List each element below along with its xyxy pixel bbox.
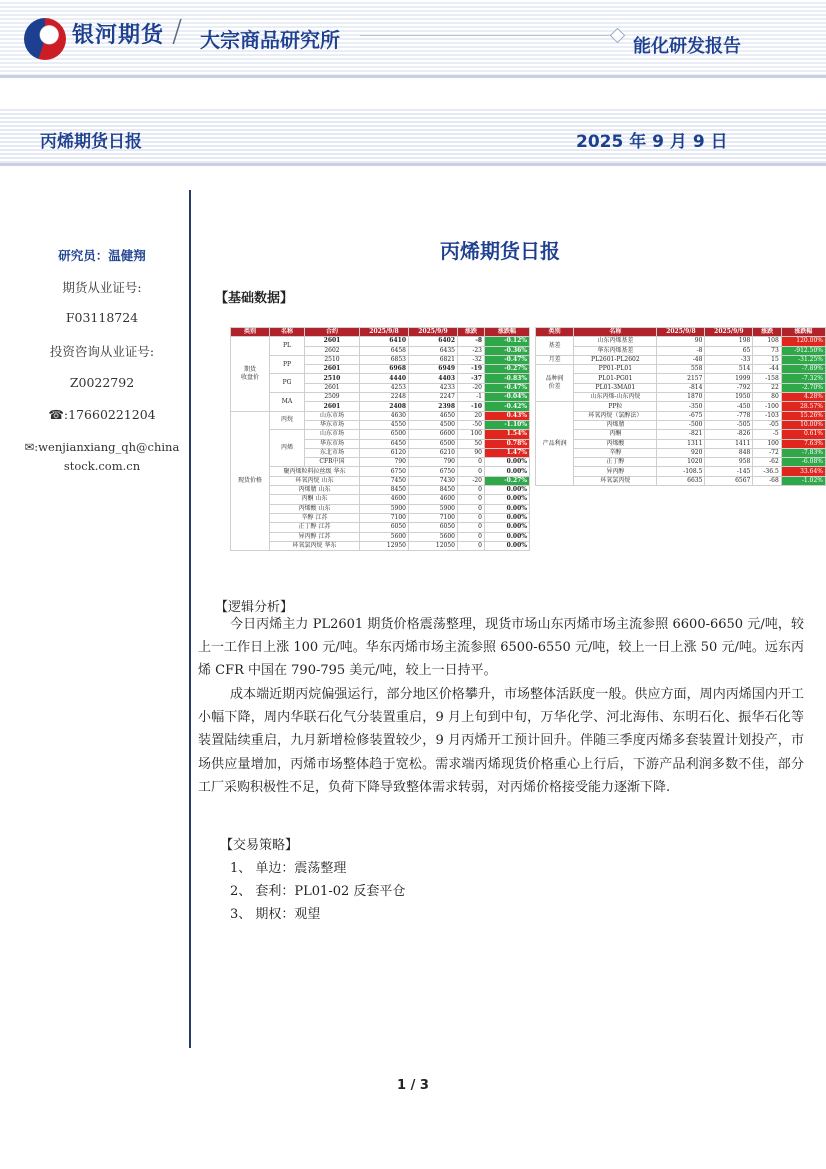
table-row (536, 383, 826, 392)
value-cell: -792 (705, 383, 753, 392)
change-cell: -158 (753, 374, 781, 383)
value-cell: 12050 (409, 541, 458, 550)
change-cell: 20 (458, 411, 485, 420)
left-data-table (230, 327, 530, 551)
spread-name-cell: PL01-3MA01 (574, 383, 657, 392)
table-row (536, 346, 826, 355)
strategy-item-2: 2、 套利：PL01-02 反套平仓 (230, 884, 406, 899)
pct-change-cell: 0.00% (485, 523, 530, 532)
change-cell: 80 (753, 393, 781, 402)
pct-change-cell: 0.43% (485, 411, 530, 420)
table-row (231, 374, 530, 383)
change-cell: -05 (753, 420, 781, 429)
value-cell: 6750 (409, 467, 458, 476)
pct-change-cell: -1.02% (781, 476, 825, 485)
product-name-cell: 异丙醇 江苏 (270, 532, 360, 541)
table-header-cell: 合约 (305, 328, 360, 337)
value-cell: 5900 (360, 504, 409, 513)
spread-name-cell: 华东丙烯基差 (574, 346, 657, 355)
change-cell: 0 (458, 467, 485, 476)
table-row (231, 393, 530, 402)
pct-change-cell: -0.47% (485, 383, 530, 392)
value-cell: 8450 (409, 486, 458, 495)
email-line1[interactable]: ✉:wenjianxiang_qh@china (24, 440, 180, 454)
table-row (536, 337, 826, 346)
pct-change-cell: -7.32% (781, 374, 825, 383)
product-name-cell: 丙烯 (270, 430, 305, 467)
change-cell: 0 (458, 458, 485, 467)
value-cell: 6821 (409, 355, 458, 364)
value-cell: 790 (409, 458, 458, 467)
table-row (536, 430, 826, 439)
table-row (536, 411, 826, 420)
value-cell: 1950 (705, 393, 753, 402)
divider-slash: / (172, 14, 183, 49)
table-row (231, 337, 530, 346)
spread-name-cell: PP粒 (574, 402, 657, 411)
pct-change-cell: 4.28% (781, 393, 825, 402)
pct-change-cell: -0.42% (485, 402, 530, 411)
contract-cell: 2510 (305, 355, 360, 364)
value-cell: 7100 (360, 513, 409, 522)
pct-change-cell: 0.00% (485, 504, 530, 513)
spread-name-cell: PP01-PL01 (574, 365, 657, 374)
product-name-cell: 环氧丙烷 山东 (270, 476, 360, 485)
report-type: 能化研发报告 (633, 36, 741, 57)
section-logic: 【逻辑分析】 (215, 600, 294, 615)
value-cell: 6500 (409, 439, 458, 448)
value-cell: 514 (705, 365, 753, 374)
value-cell: 5600 (360, 532, 409, 541)
product-name-cell: 辛醇 江苏 (270, 513, 360, 522)
pct-change-cell: -912.50% (781, 346, 825, 355)
value-cell: 6635 (657, 476, 705, 485)
value-cell: 2408 (360, 402, 409, 411)
value-cell: -778 (705, 411, 753, 420)
table-row (231, 430, 530, 439)
value-cell: -8 (657, 346, 705, 355)
value-cell: 5600 (409, 532, 458, 541)
value-cell: 6210 (409, 448, 458, 457)
email-line2[interactable]: stock.com.cn (63, 459, 141, 473)
table-row (231, 411, 530, 420)
pct-change-cell: -7.89% (781, 365, 825, 374)
table-header-cell: 2025/9/8 (360, 328, 409, 337)
value-cell: -505 (705, 420, 753, 429)
pct-change-cell: -0.27% (485, 476, 530, 485)
spread-name-cell: 丙酮 (574, 430, 657, 439)
table-row (231, 486, 530, 495)
category-cell: 期货 收盘价 (231, 337, 270, 411)
value-cell: 4550 (360, 420, 409, 429)
value-cell: 90 (657, 337, 705, 346)
value-cell: 7450 (360, 476, 409, 485)
report-date: 2025 年 9 月 9 日 (576, 132, 728, 152)
value-cell: -814 (657, 383, 705, 392)
left-data-table-wrap (230, 327, 530, 551)
contract-cell: 华东市场 (305, 420, 360, 429)
change-cell: 0 (458, 486, 485, 495)
value-cell: 6435 (409, 346, 458, 355)
right-data-table-wrap (535, 327, 826, 486)
table-row (231, 467, 530, 476)
change-cell: -68 (753, 476, 781, 485)
value-cell: -108.5 (657, 467, 705, 476)
sidebar-divider (189, 190, 191, 1048)
product-name-cell: 丙烯腈 山东 (270, 486, 360, 495)
change-cell: -8 (458, 337, 485, 346)
table-row (231, 513, 530, 522)
change-cell: 0 (458, 523, 485, 532)
product-name-cell: 正丁醇 江苏 (270, 523, 360, 532)
contract-cell: 山东市场 (305, 411, 360, 420)
value-cell: 4440 (360, 374, 409, 383)
change-cell: 0 (458, 504, 485, 513)
change-cell: -72 (753, 448, 781, 457)
value-cell: 4650 (409, 411, 458, 420)
value-cell: 790 (360, 458, 409, 467)
spread-name-cell: 丙烯酸 (574, 439, 657, 448)
table-row (231, 495, 530, 504)
change-cell: -100 (753, 402, 781, 411)
change-cell: 100 (458, 430, 485, 439)
table-row (536, 420, 826, 429)
value-cell: -145 (705, 467, 753, 476)
table-row (536, 365, 826, 374)
product-name-cell: PG (270, 374, 305, 393)
table-row (536, 393, 826, 402)
spread-name-cell: 山东丙烯-山东丙烷 (574, 393, 657, 402)
value-cell: 2247 (409, 393, 458, 402)
value-cell: -500 (657, 420, 705, 429)
spread-name-cell: 丙烯腈 (574, 420, 657, 429)
value-cell: 958 (705, 458, 753, 467)
category-cell: 基差 (536, 337, 574, 356)
pct-change-cell: 28.57% (781, 402, 825, 411)
change-cell: -62 (753, 458, 781, 467)
value-cell: 1999 (705, 374, 753, 383)
pct-change-cell: 0.00% (485, 467, 530, 476)
pct-change-cell: 1.54% (485, 430, 530, 439)
strategy-item-3: 3、 期权：观望 (230, 907, 321, 922)
value-cell: -33 (705, 355, 753, 364)
value-cell: 1311 (657, 439, 705, 448)
change-cell: -103 (753, 411, 781, 420)
table-row (231, 476, 530, 485)
galaxy-logo-icon (24, 18, 66, 60)
table-row (231, 532, 530, 541)
pct-change-cell: -0.47% (485, 355, 530, 364)
pct-change-cell: -0.27% (485, 365, 530, 374)
change-cell: -37 (458, 374, 485, 383)
value-cell: 6120 (360, 448, 409, 457)
table-header-cell: 名称 (270, 328, 305, 337)
contract-cell: 华东市场 (305, 439, 360, 448)
category-cell: 品种间 价差 (536, 365, 574, 402)
value-cell: 920 (657, 448, 705, 457)
product-name-cell: 环氧氯丙烷 华东 (270, 541, 360, 550)
pct-change-cell: 7.63% (781, 439, 825, 448)
change-cell: -20 (458, 383, 485, 392)
pct-change-cell: -0.04% (485, 393, 530, 402)
value-cell: 6500 (360, 430, 409, 439)
value-cell: 4253 (360, 383, 409, 392)
contract-cell: CFR中国 (305, 458, 360, 467)
change-cell: -23 (458, 346, 485, 355)
table-header-cell: 涨跌幅 (781, 328, 825, 337)
value-cell: 4600 (360, 495, 409, 504)
change-cell: 0 (458, 513, 485, 522)
header-rule (0, 75, 826, 78)
pct-change-cell: -0.36% (485, 346, 530, 355)
main-title: 丙烯期货日报 (440, 239, 560, 263)
pct-change-cell: 33.64% (781, 467, 825, 476)
contract-cell: 2602 (305, 346, 360, 355)
value-cell: 848 (705, 448, 753, 457)
table-header-cell: 2025/9/9 (705, 328, 753, 337)
change-cell: 0 (458, 532, 485, 541)
strategy-item-1: 1、 单边：震荡整理 (230, 861, 347, 876)
table-header-cell: 类别 (536, 328, 574, 337)
value-cell: 4600 (409, 495, 458, 504)
change-cell: -10 (458, 402, 485, 411)
value-cell: 4500 (409, 420, 458, 429)
logic-paragraph-2: 成本端近期丙烷偏强运行，部分地区价格攀升，市场整体活跃度一般。供应方面，周内丙烯国内开工小幅下降，周内华联石化气分装置重启，9 月上旬到中旬，万华化学、河北海伟、东明石化、振华石化等装置陆续重启，九月新增检修装置较少，9 月丙烯开工预计回升。伴随三季度丙烯多套装置计划投产，市场供应量增加，丙烯市场整体趋于宽松。需求端丙烯现货价格重心上行后，下游产品利润多数不佳，部分工厂采购积极性不足，负荷下降导致整体需求转弱，对丙烯价格接受能力逐渐下降. (198, 687, 804, 795)
value-cell: 6450 (360, 439, 409, 448)
change-cell: 90 (458, 448, 485, 457)
change-cell: 100 (753, 439, 781, 448)
table-row (231, 523, 530, 532)
value-cell: 6949 (409, 365, 458, 374)
product-name-cell: 丙烷 (270, 411, 305, 430)
spread-name-cell: 环氧氯丙烷 (574, 476, 657, 485)
pct-change-cell: 1.47% (485, 448, 530, 457)
change-cell: 0 (458, 541, 485, 550)
table-header-cell: 涨跌幅 (485, 328, 530, 337)
table-header-cell: 涨跌 (753, 328, 781, 337)
value-cell: 65 (705, 346, 753, 355)
pct-change-cell: 15.26% (781, 411, 825, 420)
value-cell: -675 (657, 411, 705, 420)
value-cell: 7430 (409, 476, 458, 485)
table-row (536, 476, 826, 485)
value-cell: 558 (657, 365, 705, 374)
pct-change-cell: 0.00% (485, 495, 530, 504)
invest-cert: Z0022792 (69, 375, 135, 390)
table-row (231, 355, 530, 364)
change-cell: -19 (458, 365, 485, 374)
value-cell: -826 (705, 430, 753, 439)
table-header-cell: 名称 (574, 328, 657, 337)
value-cell: -450 (705, 402, 753, 411)
change-cell: 0 (458, 495, 485, 504)
contract-cell: 2601 (305, 365, 360, 374)
value-cell: 6567 (705, 476, 753, 485)
value-cell: 198 (705, 337, 753, 346)
product-name-cell: 丙酮 山东 (270, 495, 360, 504)
institute-name: 大宗商品研究所 (200, 28, 340, 52)
value-cell: 1411 (705, 439, 753, 448)
change-cell: -50 (458, 420, 485, 429)
value-cell: 6458 (360, 346, 409, 355)
contract-cell: 山东市场 (305, 430, 360, 439)
invest-cert-label: 投资咨询从业证号: (49, 344, 155, 359)
contract-cell: 2601 (305, 402, 360, 411)
change-cell: 22 (753, 383, 781, 392)
page-number: 1 / 3 (397, 1078, 429, 1093)
spread-name-cell: 异丙醇 (574, 467, 657, 476)
value-cell: 1870 (657, 393, 705, 402)
category-cell: 月差 (536, 355, 574, 364)
table-row (231, 541, 530, 550)
spread-name-cell: PL2601-PL2602 (574, 355, 657, 364)
product-name-cell: PL (270, 337, 305, 356)
spread-name-cell: 山东丙烯基差 (574, 337, 657, 346)
value-cell: 4630 (360, 411, 409, 420)
value-cell: 6968 (360, 365, 409, 374)
value-cell: 6853 (360, 355, 409, 364)
contract-cell: 东北市场 (305, 448, 360, 457)
value-cell: 1020 (657, 458, 705, 467)
pct-change-cell: -6.08% (781, 458, 825, 467)
pct-change-cell: 0.00% (485, 458, 530, 467)
phone: ☎:17660221204 (48, 407, 156, 422)
table-row (536, 458, 826, 467)
value-cell: 2248 (360, 393, 409, 402)
change-cell: 108 (753, 337, 781, 346)
futures-cert-label: 期货从业证号: (62, 280, 142, 295)
section-strategy: 【交易策略】 (220, 838, 299, 853)
value-cell: 12950 (360, 541, 409, 550)
table-header-cell: 2025/9/8 (657, 328, 705, 337)
value-cell: 4233 (409, 383, 458, 392)
change-cell: 15 (753, 355, 781, 364)
pct-change-cell: -31.25% (781, 355, 825, 364)
value-cell: 4403 (409, 374, 458, 383)
value-cell: 5900 (409, 504, 458, 513)
contract-cell: 2601 (305, 337, 360, 346)
table-header-cell: 涨跌 (458, 328, 485, 337)
value-cell: 2398 (409, 402, 458, 411)
report-title: 丙烯期货日报 (40, 132, 142, 152)
change-cell: 73 (753, 346, 781, 355)
table-row (536, 448, 826, 457)
change-cell: 50 (458, 439, 485, 448)
title-rule (0, 163, 826, 166)
table-row (536, 439, 826, 448)
change-cell: -32 (458, 355, 485, 364)
product-name-cell: MA (270, 393, 305, 412)
brand-name: 银河期货 (72, 23, 165, 48)
value-cell: 6402 (409, 337, 458, 346)
value-cell: -350 (657, 402, 705, 411)
table-row (536, 355, 826, 364)
pct-change-cell: 0.00% (485, 513, 530, 522)
spread-name-cell: PL01-PG01 (574, 374, 657, 383)
change-cell: -36.5 (753, 467, 781, 476)
pct-change-cell: 0.61% (781, 430, 825, 439)
category-cell: 产品利润 (536, 402, 574, 486)
value-cell: 6750 (360, 467, 409, 476)
researcher-name: 研究员：温健翔 (58, 248, 146, 263)
pct-change-cell: 10.00% (781, 420, 825, 429)
product-name-cell: 聚丙烯粒料拉丝级 华东 (270, 467, 360, 476)
pct-change-cell: 0.00% (485, 486, 530, 495)
value-cell: 6410 (360, 337, 409, 346)
value-cell: 8450 (360, 486, 409, 495)
value-cell: 6600 (409, 430, 458, 439)
value-cell: -48 (657, 355, 705, 364)
contract-cell: 2509 (305, 393, 360, 402)
value-cell: 7100 (409, 513, 458, 522)
contract-cell: 2510 (305, 374, 360, 383)
table-row (536, 402, 826, 411)
pct-change-cell: 0.00% (485, 541, 530, 550)
change-cell: -1 (458, 393, 485, 402)
spread-name-cell: 正丁醇 (574, 458, 657, 467)
change-cell: -5 (753, 430, 781, 439)
decor-line (360, 35, 610, 36)
change-cell: -20 (458, 476, 485, 485)
value-cell: 2157 (657, 374, 705, 383)
value-cell: 6050 (409, 523, 458, 532)
pct-change-cell: 120.00% (781, 337, 825, 346)
value-cell: 6050 (360, 523, 409, 532)
pct-change-cell: 0.00% (485, 532, 530, 541)
category-cell: 现货价格 (231, 411, 270, 550)
right-data-table (535, 327, 826, 486)
table-row (231, 504, 530, 513)
change-cell: -44 (753, 365, 781, 374)
table-header-cell: 2025/9/9 (409, 328, 458, 337)
table-header-cell: 类别 (231, 328, 270, 337)
value-cell: -821 (657, 430, 705, 439)
product-name-cell: 丙烯酸 山东 (270, 504, 360, 513)
futures-cert: F03118724 (65, 310, 139, 325)
spread-name-cell: 环氧丙烷（氯醇法） (574, 411, 657, 420)
pct-change-cell: -7.83% (781, 448, 825, 457)
pct-change-cell: 0.78% (485, 439, 530, 448)
section-basic-data: 【基础数据】 (215, 291, 294, 306)
spread-name-cell: 辛醇 (574, 448, 657, 457)
contract-cell: 2601 (305, 383, 360, 392)
product-name-cell: PP (270, 355, 305, 374)
table-row (536, 467, 826, 476)
table-row (536, 374, 826, 383)
logic-paragraph-1: 今日丙烯主力 PL2601 期货价格震荡整理，现货市场山东丙烯市场主流参照 6600-6650 元/吨，较上一工作日上涨 100 元/吨。华东丙烯市场主流参照 6500-6550 元/吨，较上一日上涨 50 元/吨。远东丙烯 CFR 中国在 790-795 美元/吨，较上一日持平。 (198, 617, 804, 679)
pct-change-cell: -0.12% (485, 337, 530, 346)
pct-change-cell: -1.10% (485, 420, 530, 429)
pct-change-cell: -2.70% (781, 383, 825, 392)
pct-change-cell: -0.83% (485, 374, 530, 383)
